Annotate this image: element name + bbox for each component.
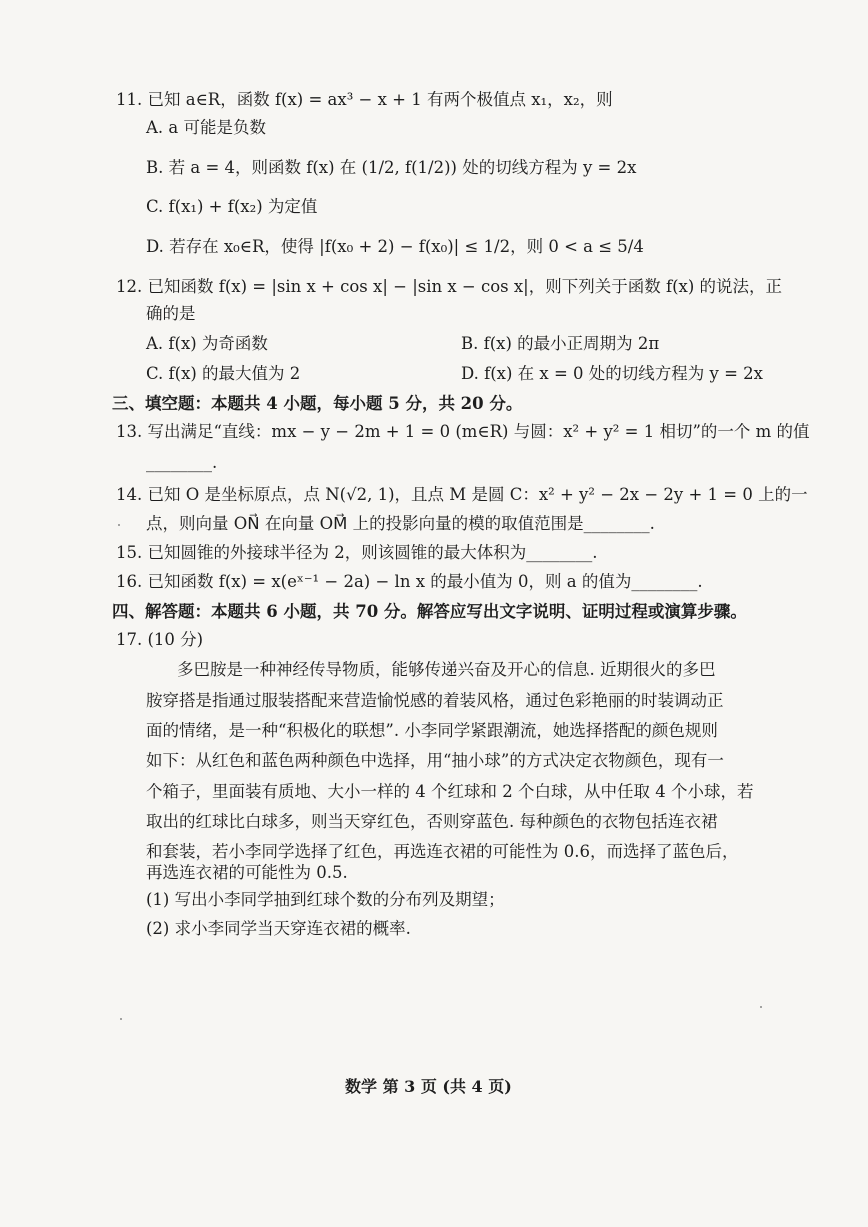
q12-option-d: D. f(x) 在 x = 0 处的切线方程为 y = 2x xyxy=(461,364,763,383)
q11-option-b: B. 若 a = 4，则函数 f(x) 在 (1/2, f(1/2)) 处的切线方程为 y = 2x xyxy=(146,158,637,177)
q17-paragraph-line: 再选连衣裙的可能性为 0.5. xyxy=(146,863,348,882)
q12-option-b: B. f(x) 的最小正周期为 2π xyxy=(461,334,660,353)
q17-subquestion-2: (2) 求小李同学当天穿连衣裙的概率. xyxy=(146,919,411,938)
q17-paragraph-line: 如下：从红色和蓝色两种颜色中选择，用“抽小球”的方式决定衣物颜色，现有一 xyxy=(146,751,724,770)
scan-speck xyxy=(120,1018,122,1020)
q17-paragraph-line: 胺穿搭是指通过服装搭配来营造愉悦感的着装风格，通过色彩艳丽的时装调动正 xyxy=(146,691,724,710)
q14-line2: 点，则向量 ON⃗ 在向量 OM⃗ 上的投影向量的模的取值范围是________. xyxy=(146,514,655,533)
q11-stem: 11. 已知 a∈R，函数 f(x) = ax³ − x + 1 有两个极值点 x₁，x₂，则 xyxy=(116,90,613,109)
q17-paragraph-line: 和套装，若小李同学选择了红色，再选连衣裙的可能性为 0.6，而选择了蓝色后， xyxy=(146,842,739,861)
q17-paragraph-line: 取出的红球比白球多，则当天穿红色，否则穿蓝色. 每种颜色的衣物包括连衣裙 xyxy=(146,812,718,831)
q15: 15. 已知圆锥的外接球半径为 2，则该圆锥的最大体积为________. xyxy=(116,543,598,562)
scan-speck xyxy=(760,1006,762,1008)
q11-option-a: A. a 可能是负数 xyxy=(146,118,266,137)
q12-option-c: C. f(x) 的最大值为 2 xyxy=(146,364,301,383)
q17-subquestion-1: (1) 写出小李同学抽到红球个数的分布列及期望； xyxy=(146,890,505,909)
scan-speck xyxy=(118,524,120,526)
section-3-heading: 三、填空题：本题共 4 小题，每小题 5 分，共 20 分。 xyxy=(112,394,523,413)
q16: 16. 已知函数 f(x) = x(eˣ⁻¹ − 2a) − ln x 的最小值为 0，则 a 的值为________. xyxy=(116,572,703,591)
q12-stem-cont: 确的是 xyxy=(146,304,196,323)
q13-answer-blank: ________. xyxy=(146,453,218,472)
q17-paragraph-line: 多巴胺是一种神经传导物质，能够传递兴奋及开心的信息. 近期很火的多巴 xyxy=(177,660,716,679)
q11-option-c: C. f(x₁) + f(x₂) 为定值 xyxy=(146,197,318,216)
q13-line1: 13. 写出满足“直线：mx − y − 2m + 1 = 0 (m∈R) 与圆：x² + y² = 1 相切”的一个 m 的值 xyxy=(116,422,810,441)
q17-header: 17. (10 分) xyxy=(116,630,204,649)
q12-option-a: A. f(x) 为奇函数 xyxy=(146,334,268,353)
q11-option-d: D. 若存在 x₀∈R，使得 |f(x₀ + 2) − f(x₀)| ≤ 1/2，则 0 < a ≤ 5/4 xyxy=(146,237,644,256)
q17-paragraph-line: 个箱子，里面装有质地、大小一样的 4 个红球和 2 个白球，从中任取 4 个小球，若 xyxy=(146,782,754,801)
section-4-heading: 四、解答题：本题共 6 小题，共 70 分。解答应写出文字说明、证明过程或演算步骤。 xyxy=(112,602,747,621)
page-footer: 数学 第 3 页 (共 4 页) xyxy=(345,1077,512,1096)
q17-paragraph-line: 面的情绪，是一种“积极化的联想”. 小李同学紧跟潮流，她选择搭配的颜色规则 xyxy=(146,721,718,740)
q12-stem: 12. 已知函数 f(x) = |sin x + cos x| − |sin x − cos x|，则下列关于函数 f(x) 的说法，正 xyxy=(116,277,783,296)
q14-line1: 14. 已知 O 是坐标原点，点 N(√2, 1)，且点 M 是圆 C：x² + y² − 2x − 2y + 1 = 0 上的一 xyxy=(116,485,808,504)
